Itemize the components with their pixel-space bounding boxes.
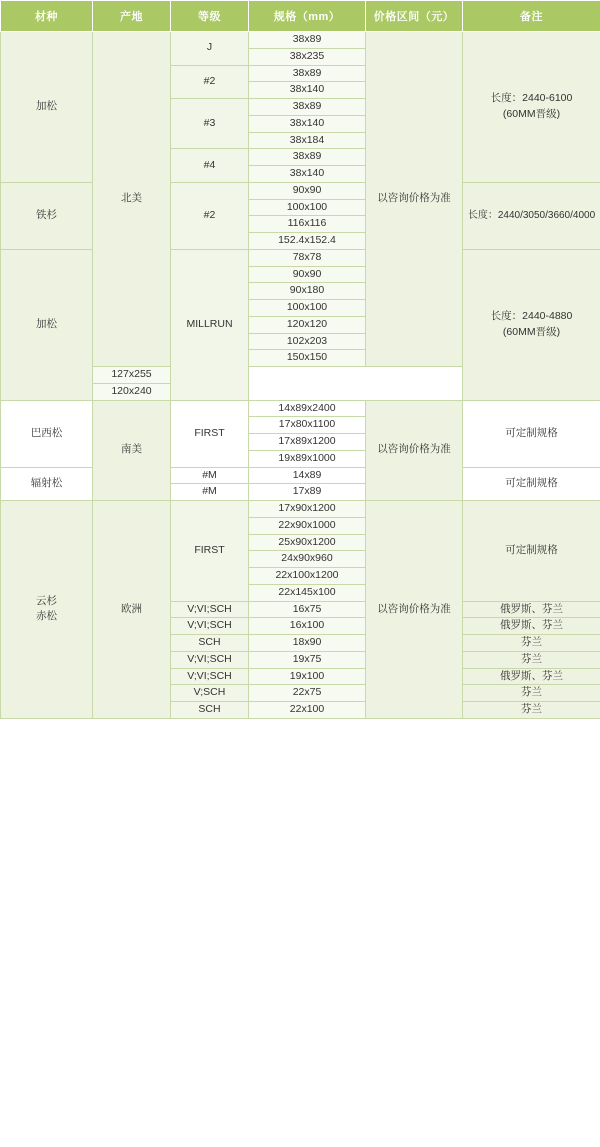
cell-spec: 90x90 xyxy=(249,266,366,283)
cell-remark: 可定制规格 xyxy=(463,467,600,501)
cell-remark: 芬兰 xyxy=(463,635,600,652)
cell-spec: 38x235 xyxy=(249,48,366,65)
remark-line-2: (60MM晋级) xyxy=(502,107,561,120)
cell-spec: 16x75 xyxy=(249,601,366,618)
cell-grade: V;VI;SCH xyxy=(171,618,249,635)
cell-remark: 俄罗斯、芬兰 xyxy=(463,668,600,685)
cell-spec: 127x255 xyxy=(93,367,171,384)
cell-spec: 14x89 xyxy=(249,467,366,484)
table-header xyxy=(1,1,600,32)
cell-spec: 14x89x2400 xyxy=(249,400,366,417)
cell-remark xyxy=(463,182,600,249)
header-grade: 等级 xyxy=(171,1,249,32)
cell-grade: V;VI;SCH xyxy=(171,651,249,668)
table-header-row xyxy=(1,1,600,32)
cell-spec: 19x75 xyxy=(249,651,366,668)
cell-grade: V;SCH xyxy=(171,685,249,702)
cell-spec: 38x140 xyxy=(249,115,366,132)
cell-species: 巴西松 xyxy=(1,400,93,467)
cell-spec: 38x140 xyxy=(249,166,366,183)
cell-spec: 120x240 xyxy=(93,383,171,400)
cell-grade: MILLRUN xyxy=(171,249,249,400)
cell-grade: #M xyxy=(171,467,249,484)
species-line-1: 云杉 xyxy=(36,594,57,607)
cell-spec: 152.4x152.4 xyxy=(249,233,366,250)
cell-grade: #M xyxy=(171,484,249,501)
cell-spec: 25x90x1200 xyxy=(249,534,366,551)
remark-line-2: (60MM晋级) xyxy=(502,325,561,338)
cell-spec: 17x89 xyxy=(249,484,366,501)
cell-spec: 17x90x1200 xyxy=(249,501,366,518)
cell-remark: 芬兰 xyxy=(463,651,600,668)
cell-grade: V;VI;SCH xyxy=(171,601,249,618)
cell-spec: 38x89 xyxy=(249,149,366,166)
cell-spec: 90x90 xyxy=(249,182,366,199)
cell-grade: #2 xyxy=(171,65,249,99)
cell-spec: 38x140 xyxy=(249,82,366,99)
cell-species: 加松 xyxy=(1,249,93,400)
cell-price: 以咨询价格为准 xyxy=(366,501,463,719)
table-body xyxy=(1,32,600,719)
header-spec: 规格（mm） xyxy=(249,1,366,32)
cell-remark: 可定制规格 xyxy=(463,501,600,602)
cell-origin: 北美 xyxy=(93,32,171,367)
table-row xyxy=(1,182,600,199)
cell-spec: 102x203 xyxy=(249,333,366,350)
table-row xyxy=(1,400,600,417)
cell-spec: 90x180 xyxy=(249,283,366,300)
cell-spec: 19x89x1000 xyxy=(249,450,366,467)
cell-spec: 19x100 xyxy=(249,668,366,685)
cell-spec: 22x100x1200 xyxy=(249,568,366,585)
cell-grade: FIRST xyxy=(171,501,249,602)
cell-species: 铁杉 xyxy=(1,182,93,249)
cell-price: 以咨询价格为准 xyxy=(366,32,463,367)
cell-spec: 22x90x1000 xyxy=(249,517,366,534)
cell-spec: 22x145x100 xyxy=(249,584,366,601)
remark-line-1: 长度：2440-4880 xyxy=(490,309,573,322)
species-line-2: 赤松 xyxy=(36,610,57,623)
table-row xyxy=(1,249,600,266)
cell-remark: 芬兰 xyxy=(463,685,600,702)
header-price: 价格区间（元） xyxy=(366,1,463,32)
cell-remark: 俄罗斯、芬兰 xyxy=(463,601,600,618)
cell-remark: 芬兰 xyxy=(463,702,600,719)
cell-spec: 120x120 xyxy=(249,316,366,333)
cell-grade: #3 xyxy=(171,99,249,149)
cell-spec: 38x184 xyxy=(249,132,366,149)
table-row xyxy=(1,32,600,49)
cell-grade: SCH xyxy=(171,635,249,652)
cell-remark: 可定制规格 xyxy=(463,400,600,467)
header-species: 材种 xyxy=(1,1,93,32)
cell-spec: 150x150 xyxy=(249,350,366,367)
cell-grade: #2 xyxy=(171,182,249,249)
cell-grade: #4 xyxy=(171,149,249,183)
cell-remark: 俄罗斯、芬兰 xyxy=(463,618,600,635)
cell-spec: 38x89 xyxy=(249,32,366,49)
remark-line-1: 长度：2440/3050/3660/4000 xyxy=(467,210,596,222)
cell-spec: 116x116 xyxy=(249,216,366,233)
cell-spec: 22x75 xyxy=(249,685,366,702)
cell-spec: 22x100 xyxy=(249,702,366,719)
remark-line-1: 长度：2440-6100 xyxy=(490,92,573,105)
cell-spec: 17x89x1200 xyxy=(249,434,366,451)
cell-spec: 38x89 xyxy=(249,65,366,82)
header-origin: 产地 xyxy=(93,1,171,32)
cell-spec: 24x90x960 xyxy=(249,551,366,568)
cell-grade: J xyxy=(171,32,249,66)
cell-spec: 38x89 xyxy=(249,99,366,116)
cell-species xyxy=(1,501,93,719)
cell-species: 加松 xyxy=(1,32,93,183)
cell-spec: 78x78 xyxy=(249,249,366,266)
cell-origin: 南美 xyxy=(93,400,171,501)
cell-spec: 100x100 xyxy=(249,300,366,317)
cell-grade: V;VI;SCH xyxy=(171,668,249,685)
cell-spec: 18x90 xyxy=(249,635,366,652)
table-row xyxy=(1,467,600,484)
cell-spec: 16x100 xyxy=(249,618,366,635)
cell-remark xyxy=(463,32,600,183)
cell-grade: SCH xyxy=(171,702,249,719)
cell-grade: FIRST xyxy=(171,400,249,467)
cell-spec: 17x80x1100 xyxy=(249,417,366,434)
cell-species: 辐射松 xyxy=(1,467,93,501)
cell-origin: 欧洲 xyxy=(93,501,171,719)
cell-remark xyxy=(463,249,600,400)
cell-price: 以咨询价格为准 xyxy=(366,400,463,501)
cell-spec: 100x100 xyxy=(249,199,366,216)
header-remark: 备注 xyxy=(463,1,600,32)
table-row xyxy=(1,501,600,518)
